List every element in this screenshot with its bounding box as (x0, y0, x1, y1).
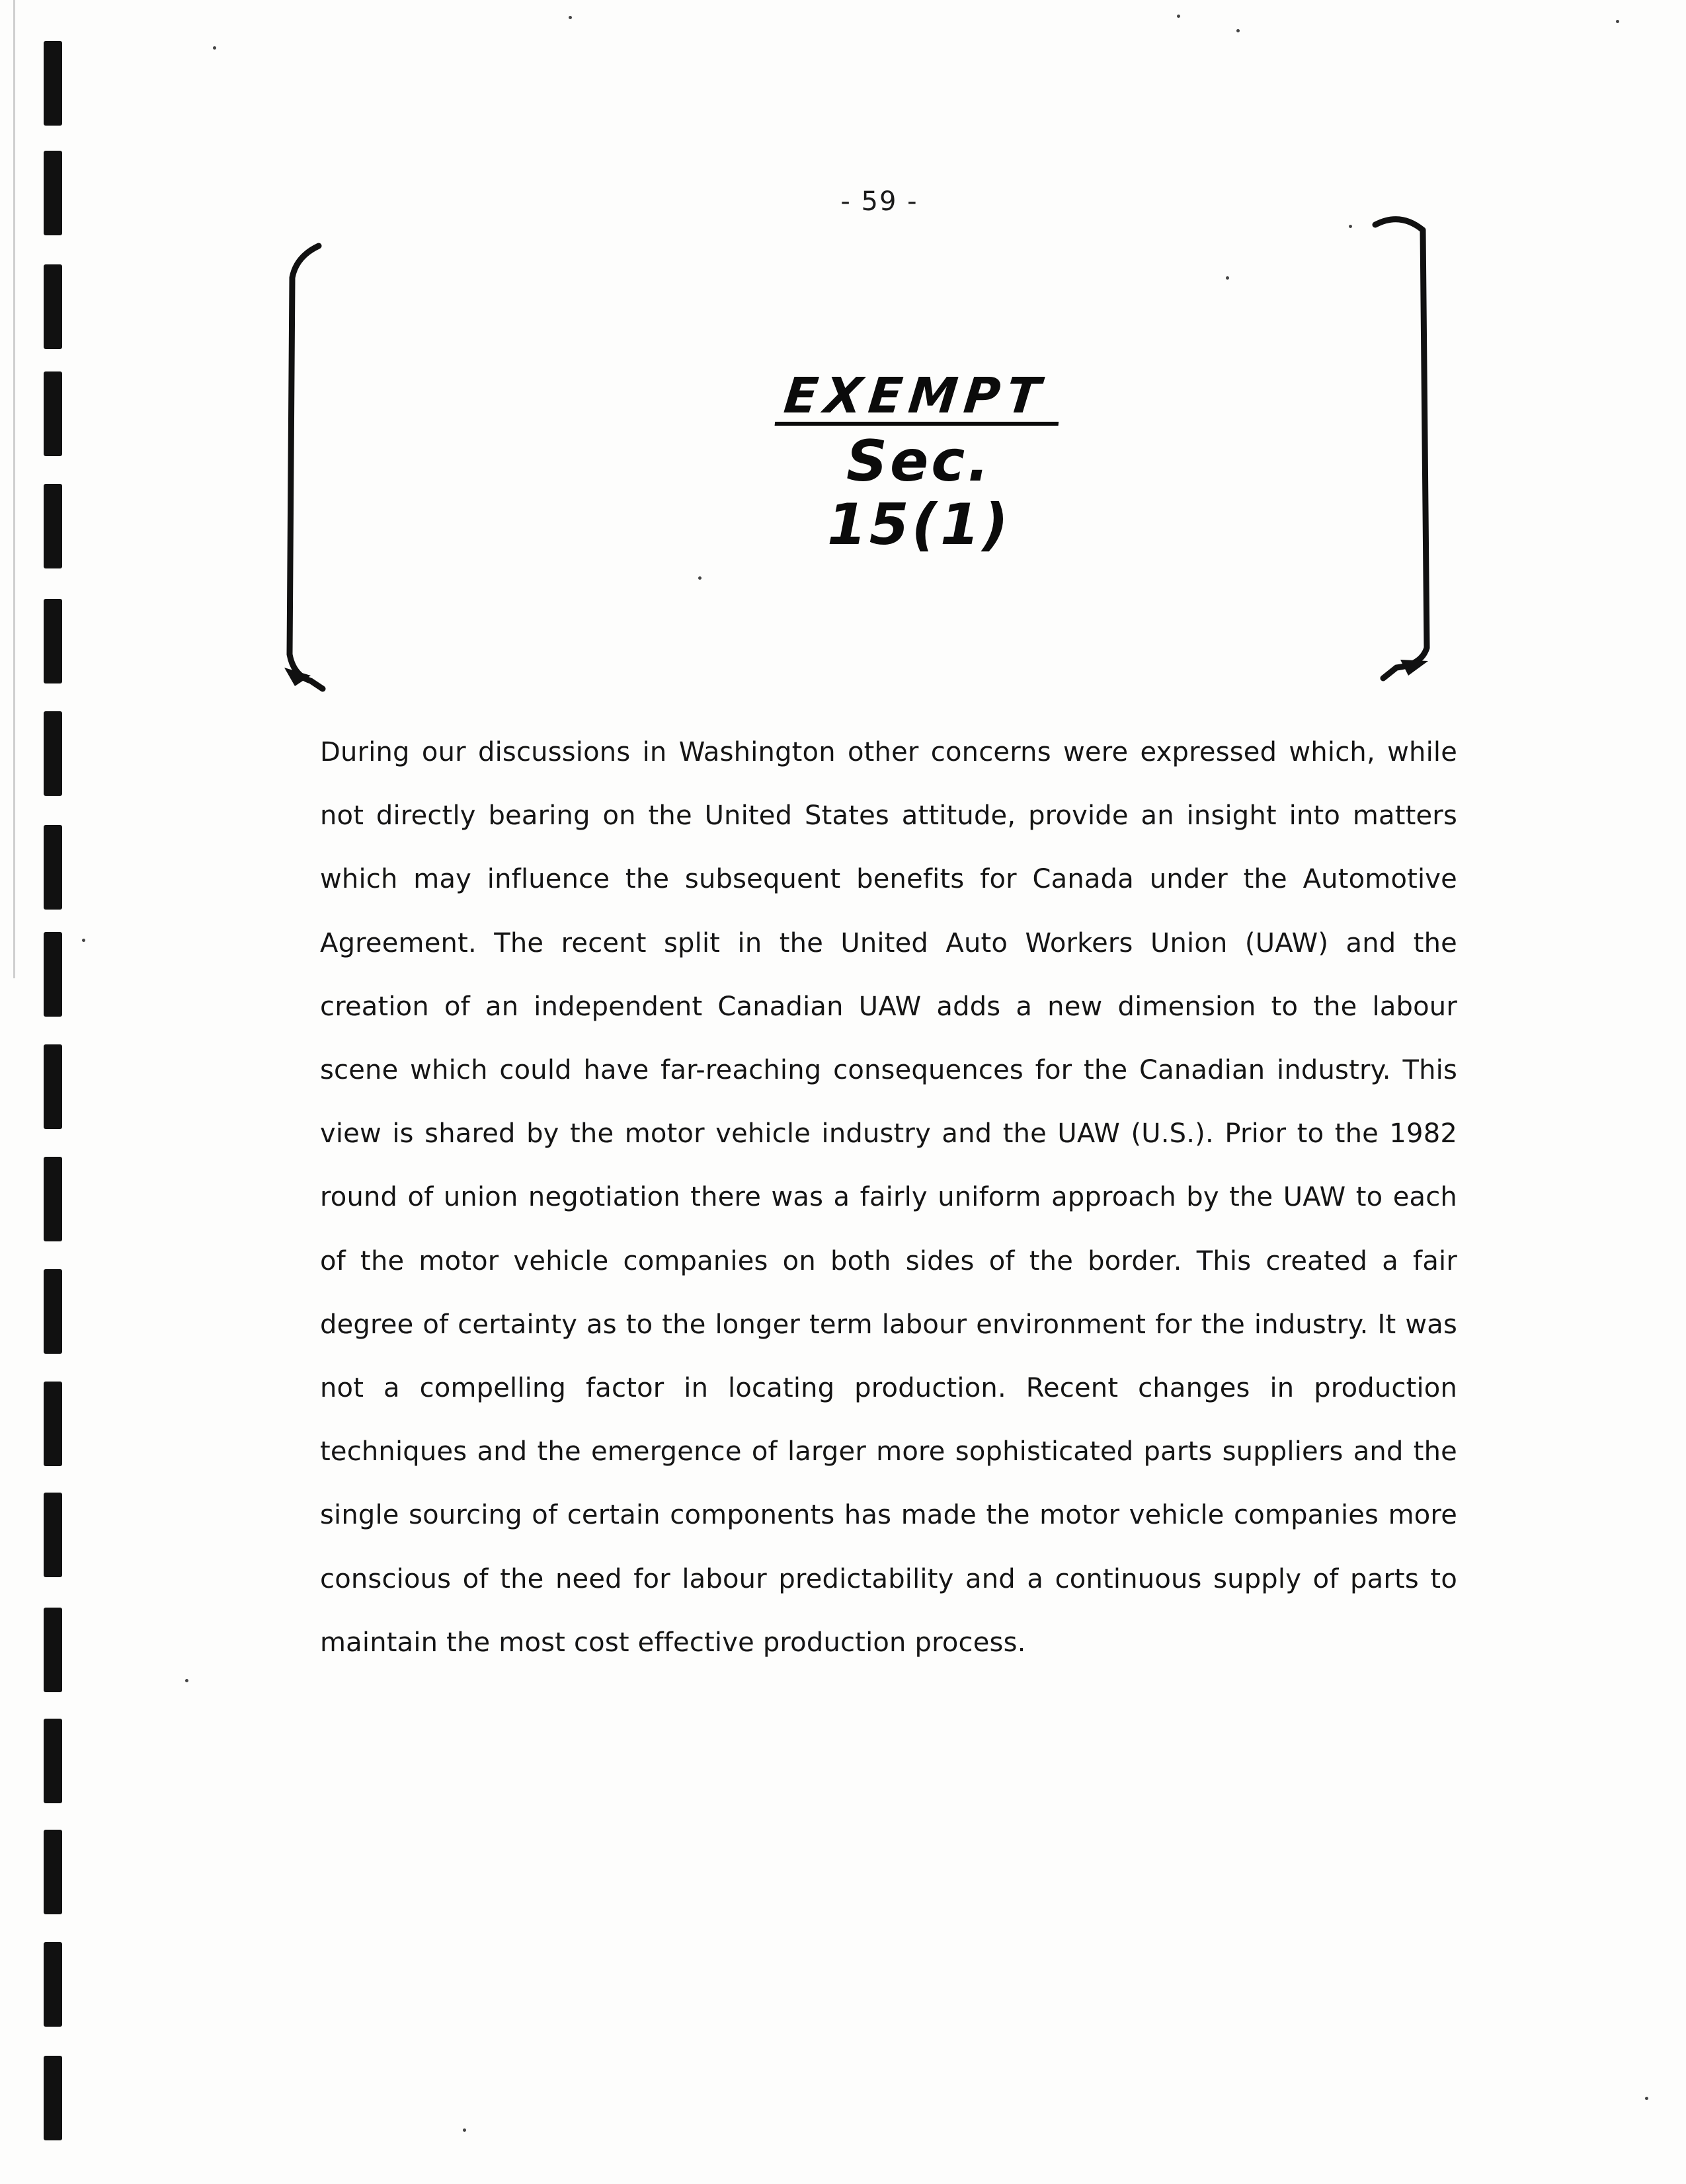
scan-speck (1616, 20, 1619, 23)
left-bracket-tip (284, 668, 311, 686)
binding-mark (44, 371, 62, 456)
scan-speck (185, 1679, 188, 1682)
right-bracket-tip (1400, 660, 1428, 676)
binding-mark (44, 484, 62, 568)
binding-mark (44, 1044, 62, 1129)
binding-mark (44, 932, 62, 1017)
exemption-stamp-section: Sec. 15(1) (826, 428, 1012, 558)
binding-mark (44, 1269, 62, 1354)
scan-speck (213, 46, 216, 50)
binding-marks (44, 0, 70, 2184)
scan-speck (1645, 2097, 1648, 2100)
page-number: - 59 - (840, 186, 918, 217)
exemption-stamp-title: EXEMPT (774, 370, 1063, 426)
scan-speck (1177, 15, 1180, 18)
scan-speck (1349, 225, 1352, 228)
binding-mark (44, 1493, 62, 1577)
scan-speck (1236, 29, 1240, 32)
scan-speck (569, 16, 572, 19)
scan-speck (1226, 276, 1229, 280)
scan-speck (82, 939, 85, 942)
binding-mark (44, 711, 62, 796)
binding-mark (44, 1830, 62, 1914)
binding-mark (44, 599, 62, 683)
binding-mark (44, 825, 62, 910)
left-bracket (290, 246, 323, 689)
page-edge-line (13, 0, 15, 978)
body-paragraph: During our discussions in Washington other concerns were expressed which, while not directly bearing on the United States attitude, provide an insight into matters which may influence the subsequent benefits for Canada under the Automotive Agreement. The recent split in the United Auto Workers Union (UAW) and the creation of an independent Canadian UAW adds a new dimension to the labour scene which could have far-reaching consequences for the Canadian industry. This view is shared by the motor vehicle industry and the UAW (U.S.). Prior to the 1982 round of union negotiation there was a fairly uniform approach by the UAW to each of the motor vehicle companies on both sides of the border. This created a fair degree of certainty as to the longer term labour environment for the industry. It was not a compelling factor in locating production. Recent changes in production techniques and the emergence of larger more sophisticated parts suppliers and the single sourcing of certain components has made the motor vehicle companies more conscious of the need for labour predictability and a continuous supply of parts to maintain the most cost effective production process. (320, 737, 1457, 1658)
binding-mark (44, 1719, 62, 1803)
binding-mark (44, 1382, 62, 1466)
binding-mark (44, 264, 62, 349)
scan-speck (698, 576, 702, 580)
binding-mark (44, 41, 62, 126)
binding-mark (44, 1608, 62, 1692)
scan-speck (463, 2128, 466, 2132)
binding-mark (44, 1942, 62, 2027)
right-bracket (1375, 219, 1427, 678)
binding-mark (44, 151, 62, 235)
binding-mark (44, 2056, 62, 2140)
binding-mark (44, 1157, 62, 1241)
exemption-stamp (747, 370, 1091, 557)
